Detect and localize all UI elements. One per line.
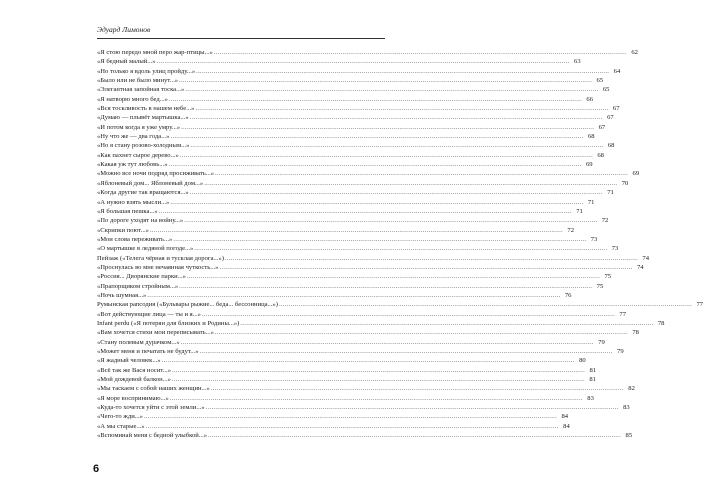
toc-entry-page: 63 [574,58,581,66]
toc-entry-page: 82 [628,385,635,393]
table-of-contents [97,48,703,440]
toc-entry-title: «Когда другие так вращаются...» [97,189,189,197]
toc-entry [97,179,629,188]
toc-entry-title: «По дороге уходят на войну...» [97,217,184,225]
toc-entry-title: «Думаю — плывёт мартышка...» [97,114,189,122]
toc-dot-leader [185,85,598,94]
toc-entry [97,160,593,169]
toc-entry [97,67,621,76]
toc-entry-title: Infant perdu («Я потерян для близких и Родины...») [97,319,240,327]
toc-entry [97,169,640,178]
toc-entry [97,48,638,57]
header-rule [97,38,385,39]
toc-entry-title: «Я натворю много бед...» [97,95,168,103]
toc-entry-title: «Вспоминай меня с бедной улыбкой...» [97,432,208,440]
toc-entry-page: 68 [587,133,595,141]
toc-entry-page: 68 [597,151,604,159]
toc-entry-page: 74 [642,254,650,262]
toc-entry [97,291,572,300]
toc-entry [97,272,612,281]
toc-entry-title: «Прапорщиком стройным...» [97,282,179,290]
toc-entry-title: «Но только я вдоль улиц пройду...» [97,67,196,75]
toc-entry-title: «Я большая пешка...» [97,207,158,215]
toc-entry-title: «Вот действующие лица — ты и я...» [97,310,201,318]
toc-entry-title: «Я стою передо мной перо жар-птицы...» [97,49,213,56]
toc-dot-leader [172,375,585,384]
toc-entry-page: 84 [561,413,569,421]
toc-entry [97,403,630,412]
toc-entry-title: Румынская рапсодия («Бульвары рыжие... беда... бессонница...») [97,301,278,309]
toc-dot-leader [279,300,692,309]
toc-entry-title: «Мы таскаем с собой наших женщин...» [97,385,210,393]
toc-entry [97,412,569,421]
toc-dot-leader [147,291,560,300]
toc-entry-title: «Россия... Дворянские парки...» [97,273,186,281]
toc-entry [97,76,604,85]
toc-entry-title: «Элегантная запойная тоска...» [97,86,185,94]
toc-dot-leader [181,338,594,347]
toc-entry [97,300,703,309]
toc-dot-leader [172,366,585,375]
toc-entry-title: «Может меня и печатать не будут...» [97,348,199,355]
toc-dot-leader [150,226,563,235]
toc-dot-leader [157,57,570,66]
toc-entry-page: 65 [602,86,610,94]
toc-entry [97,104,620,113]
toc-dot-leader [211,384,624,393]
toc-dot-leader [206,403,619,412]
toc-entry-page: 71 [607,189,614,197]
toc-entry-title: «Но я стану розово-холодным...» [97,142,190,150]
toc-entry-title: «Я бедный малый...» [97,58,156,66]
toc-entry [97,422,570,431]
toc-entry-title: «Чего-то жди...» [97,413,143,421]
toc-dot-leader [144,412,557,421]
toc-dot-leader [179,76,592,85]
toc-entry-page: 62 [631,49,638,56]
toc-entry [97,431,633,440]
toc-entry-title: «Было или не было минут...» [97,77,179,85]
toc-entry [97,310,627,319]
toc-entry-title: «Вам хочется стихи мои переписывать...» [97,329,214,337]
toc-entry-page: 74 [636,263,644,271]
toc-entry-title: «Куда-то хочется уйти с этой земли...» [97,404,205,412]
toc-entry [97,216,609,225]
page-number: 6 [93,463,100,475]
toc-entry-title: «Яблоневый дом... Яблоневый дом...» [97,179,204,187]
toc-entry [97,188,614,197]
toc-entry-title: «Вся тоскливость в нашем небе...» [97,105,195,113]
toc-entry-page: 65 [596,77,604,85]
toc-entry [97,328,639,337]
toc-entry-page: 69 [632,170,640,178]
running-header-author: Эдуард Лимонов [97,25,151,34]
toc-entry-page: 68 [607,142,615,150]
toc-entry-title: «Мой дождевой балкон...» [97,376,171,384]
toc-entry-page: 69 [586,161,593,169]
toc-entry-title: «Ну что же — два года...» [97,133,170,141]
toc-entry-page: 72 [567,226,575,234]
toc-entry [97,113,614,122]
toc-entry-page: 81 [589,366,597,374]
toc-entry [97,384,635,393]
toc-entry-page: 73 [611,245,619,253]
toc-entry-page: 78 [632,329,639,337]
toc-entry [97,338,605,347]
toc-entry-title: Пейзаж («Телега чёрная и тусклая дорога...») [97,254,224,262]
toc-entry [97,57,581,66]
toc-entry-page: 77 [696,301,703,309]
toc-entry-page: 73 [590,235,598,243]
toc-entry [97,282,604,291]
toc-dot-leader [181,123,594,132]
toc-entry-title: «А мы старые...» [97,422,145,430]
toc-entry-page: 80 [579,357,586,365]
toc-dot-leader [190,141,603,150]
toc-entry [97,226,575,235]
toc-dot-leader [170,132,583,141]
toc-dot-leader [195,104,608,113]
toc-entry-title: «Стану полевым дурачком...» [97,338,180,346]
toc-entry [97,85,610,94]
toc-dot-leader [219,263,632,272]
toc-entry-page: 83 [623,404,630,412]
toc-dot-leader [169,160,582,169]
toc-dot-leader [184,216,597,225]
toc-entry-title: «Какая уж тут любовь...» [97,161,168,169]
toc-dot-leader [200,347,613,356]
toc-entry-page: 84 [563,422,570,430]
toc-dot-leader [208,431,621,440]
toc-entry [97,375,596,384]
toc-entry-page: 79 [617,348,624,355]
toc-entry-page: 72 [601,217,609,225]
toc-entry-page: 77 [619,310,627,318]
toc-entry-page: 71 [587,198,595,206]
toc-entry [97,347,624,356]
toc-entry [97,244,619,253]
toc-entry-title: «А нужно взять мысли...» [97,198,170,206]
toc-dot-leader [169,95,582,104]
toc-entry-title: «Всё так же Вася носит...» [97,366,171,374]
toc-entry-title: «Проснулась во мне нечаянная чуткость...» [97,263,219,271]
toc-dot-leader [190,188,603,197]
toc-entry-title: «Как пахнет сырое дерево...» [97,151,179,159]
toc-entry [97,141,615,150]
toc-entry [97,198,595,207]
toc-entry-title: «Я море воспринимаю...» [97,394,169,402]
toc-dot-leader [225,254,638,263]
toc-entry [97,123,606,132]
toc-entry-title: «Скрипки поют...» [97,226,149,234]
toc-entry-page: 67 [607,114,614,122]
toc-dot-leader [194,244,607,253]
toc-dot-leader [240,319,653,328]
toc-entry [97,366,597,375]
toc-entry-title: «Ночь шумная...» [97,291,147,299]
toc-dot-leader [146,422,559,431]
toc-entry-page: 71 [576,207,583,215]
toc-dot-leader [190,113,603,122]
toc-entry-page: 67 [612,105,620,113]
toc-entry-title: «О мартышке в ледяной погоде...» [97,245,194,253]
toc-entry-page: 76 [564,291,572,299]
toc-dot-leader [170,198,583,207]
toc-dot-leader [170,394,583,403]
toc-dot-leader [196,67,609,76]
toc-entry-page: 79 [598,338,605,346]
toc-dot-leader [187,272,600,281]
toc-entry [97,132,595,141]
toc-entry-page: 64 [613,67,621,75]
toc-entry-page: 67 [598,123,606,131]
toc-entry [97,207,583,216]
toc-entry-page: 66 [586,95,594,103]
toc-entry [97,95,594,104]
toc-entry [97,254,650,263]
toc-entry [97,319,665,328]
toc-entry-page: 85 [625,432,633,440]
toc-entry [97,263,644,272]
toc-entry-page: 70 [621,179,629,187]
toc-entry [97,235,598,244]
toc-entry [97,394,594,403]
toc-dot-leader [162,356,575,365]
toc-dot-leader [214,48,627,57]
toc-dot-leader [179,282,592,291]
toc-entry-page: 78 [657,319,665,327]
toc-entry-title: «И потом когда я уже умру...» [97,123,181,131]
toc-entry-title: «Можно все ночи подряд просиживать...» [97,170,215,178]
toc-dot-leader [180,151,593,160]
toc-entry-page: 83 [587,394,594,402]
toc-entry-page: 75 [596,282,604,290]
toc-entry [97,151,604,160]
toc-dot-leader [159,207,572,216]
toc-dot-leader [173,235,586,244]
toc-dot-leader [215,169,628,178]
toc-entry-title: «Мои слова переживать...» [97,235,173,243]
toc-entry-title: «Я жадный человек...» [97,357,161,365]
toc-entry [97,356,586,365]
toc-entry-page: 81 [589,376,596,384]
toc-dot-leader [202,310,615,319]
toc-dot-leader [204,179,617,188]
toc-entry-page: 75 [604,273,612,281]
toc-dot-leader [215,328,628,337]
